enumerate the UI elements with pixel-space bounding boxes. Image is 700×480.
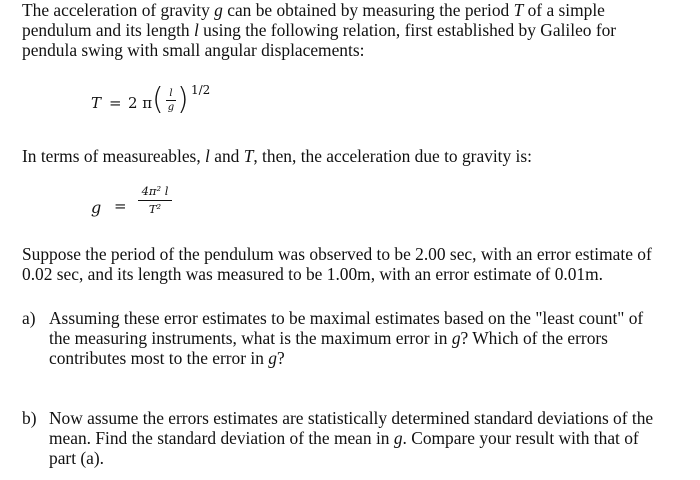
part-a-line-2 bbox=[49, 328, 608, 348]
part-b-line-2 bbox=[49, 428, 639, 448]
terms-text: In terms of measureables, bbox=[22, 146, 206, 166]
var-l: l bbox=[205, 146, 210, 166]
right-paren: ) bbox=[177, 82, 189, 117]
terms-text: , then, the acceleration due to gravity is: bbox=[253, 146, 532, 166]
part-a-text: contributes most to the error in bbox=[49, 348, 269, 368]
var-g: g bbox=[214, 0, 223, 20]
part-b-label: b) bbox=[22, 408, 37, 428]
eq1-exponent: 1/2 bbox=[191, 83, 211, 97]
eq1-fraction bbox=[166, 88, 176, 113]
var-g: g bbox=[393, 428, 403, 448]
suppose-line-1: Suppose the period of the pendulum was observed to be 2.00 sec, with an error estimate of bbox=[22, 244, 652, 264]
part-a-label: a) bbox=[22, 308, 36, 328]
intro-line-3: pendula swing with small angular displacements: bbox=[22, 40, 365, 60]
intro-text: The acceleration of gravity bbox=[22, 0, 215, 20]
fraction-bar bbox=[166, 100, 176, 101]
left-paren: ( bbox=[152, 82, 164, 117]
part-a-line-3 bbox=[49, 348, 285, 368]
var-g: g bbox=[451, 328, 461, 348]
intro-line-2 bbox=[22, 20, 616, 40]
eq2-fraction bbox=[138, 185, 172, 216]
eq1-equals: = bbox=[109, 94, 122, 112]
var-l: l bbox=[193, 20, 199, 40]
suppose-line-2: 0.02 sec, and its length was measured to be 1.00m, with an error estimate of 0.01m. bbox=[22, 264, 603, 284]
eq1-denominator: g bbox=[167, 102, 175, 113]
part-b-line-3: part (a). bbox=[49, 448, 105, 468]
part-b-text: mean. Find the standard deviation of the mean in bbox=[49, 428, 394, 448]
part-b-line-1: Now assume the errors estimates are statistically determined standard deviations of the bbox=[49, 408, 654, 428]
part-a-text: the measuring instruments, what is the maximum error in bbox=[49, 328, 452, 348]
intro-text: can be obtained by measuring the period bbox=[222, 0, 514, 20]
eq2-numerator: 4π² l bbox=[141, 184, 169, 198]
part-b-text: . Compare your result with that of bbox=[402, 428, 639, 448]
eq2-denominator: T² bbox=[148, 202, 162, 216]
intro-text: using the following relation, first established by Galileo for bbox=[198, 20, 617, 40]
eq1-lhs: T bbox=[91, 94, 102, 112]
var-T: T bbox=[243, 146, 254, 166]
intro-text: pendulum and its length bbox=[22, 20, 194, 40]
fraction-bar bbox=[138, 200, 172, 201]
eq1-coef: 2 π bbox=[128, 94, 153, 112]
eq2-lhs: g bbox=[91, 198, 102, 217]
terms-line bbox=[22, 146, 532, 166]
part-a-text: ? Which of the errors bbox=[460, 328, 608, 348]
part-a-text: ? bbox=[276, 348, 285, 368]
intro-line-1 bbox=[22, 0, 605, 20]
eq2-equals: = bbox=[114, 197, 127, 215]
var-T: T bbox=[513, 0, 524, 20]
terms-text: and bbox=[209, 146, 244, 166]
part-a-line-1: Assuming these error estimates to be maximal estimates based on the "least count" of bbox=[49, 308, 644, 328]
var-g: g bbox=[268, 348, 277, 368]
intro-text: of a simple bbox=[523, 0, 605, 20]
eq1-numerator: l bbox=[169, 88, 173, 99]
